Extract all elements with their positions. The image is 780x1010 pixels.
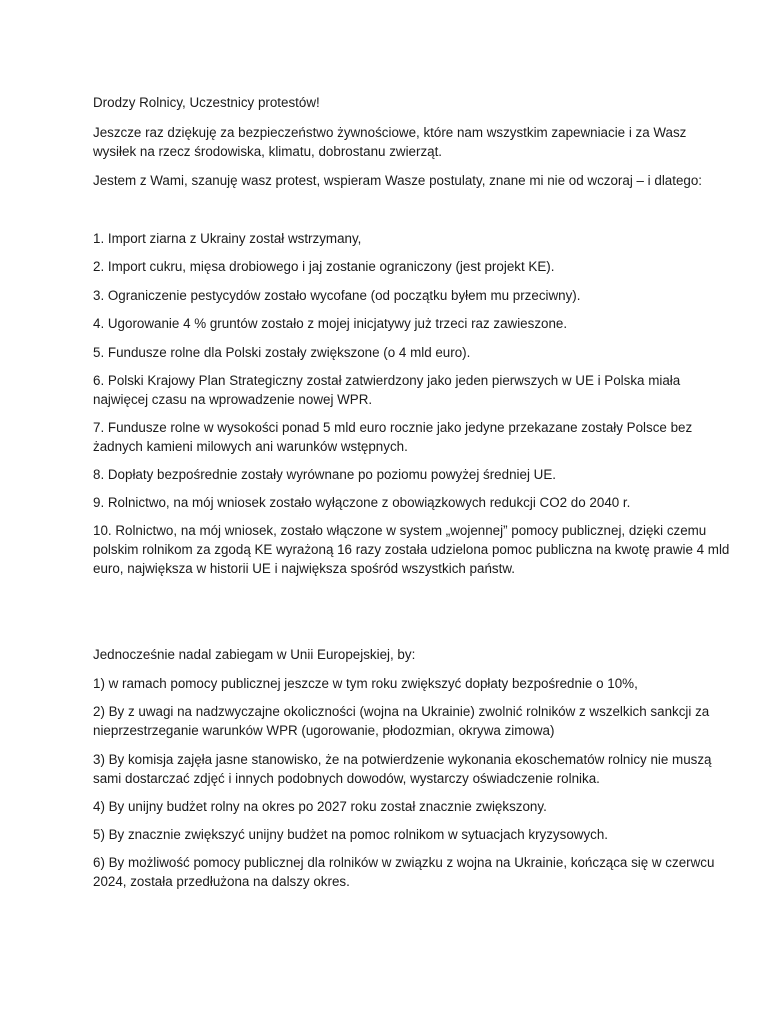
achievement-item-4: 4. Ugorowanie 4 % gruntów zostało z mojej inicjatywy już trzeci raz zawieszone. — [93, 316, 568, 331]
effort-item-2: 2) By z uwagi na nadzwyczajne okoliczności (wojna na Ukrainie) zwolnić rolników z wszelkich sankcji za nieprzestrzeganie warunków WPR (ugorowanie, płodozmian, okrywa zimowa) — [93, 704, 710, 738]
support-paragraph: Jestem z Wami, szanuję wasz protest, wspieram Wasze postulaty, znane mi nie od wczoraj – i dlatego: — [93, 173, 703, 188]
thanks-paragraph: Jeszcze raz dziękuję za bezpieczeństwo żywnościowe, które nam wszystkim zapewniacie i za Wasz wysiłek na rzecz środowiska, klimatu, dobrostanu zwierząt. — [93, 125, 687, 159]
effort-item-6: 6) By możliwość pomocy publicznej dla rolników w związku z wojna na Ukrainie, kończąca się w czerwcu 2024, została przedłużona na dalszy okres. — [93, 855, 715, 889]
achievement-item-3: 3. Ograniczenie pestycydów zostało wycofane (od początku byłem mu przeciwny). — [93, 288, 581, 303]
effort-item-4: 4) By unijny budżet rolny na okres po 2027 roku został znacznie zwiększony. — [93, 799, 547, 814]
achievement-item-5: 5. Fundusze rolne dla Polski zostały zwiększone (o 4 mld euro). — [93, 345, 471, 360]
effort-item-5: 5) By znacznie zwiększyć unijny budżet na pomoc rolnikom w sytuacjach kryzysowych. — [93, 827, 608, 842]
achievement-item-8: 8. Dopłaty bezpośrednie zostały wyrównane po poziomu powyżej średniej UE. — [93, 467, 556, 482]
achievement-item-7: 7. Fundusze rolne w wysokości ponad 5 mld euro rocznie jako jedyne przekazane zostały Polsce bez żadnych kamieni milowych ani warunków wstępnych. — [93, 420, 693, 454]
effort-item-1: 1) w ramach pomocy publicznej jeszcze w tym roku zwiększyć dopłaty bezpośrednie o 10%, — [93, 676, 638, 691]
salutation: Drodzy Rolnicy, Uczestnicy protestów! — [93, 95, 320, 110]
achievement-item-6: 6. Polski Krajowy Plan Strategiczny został zatwierdzony jako jeden pierwszych w UE i Polska miała najwięcej czasu na wprowadzenie nowej WPR. — [93, 373, 681, 407]
achievement-item-9: 9. Rolnictwo, na mój wniosek zostało wyłączone z obowiązkowych redukcji CO2 do 2040 r. — [93, 495, 631, 510]
achievement-item-1: 1. Import ziarna z Ukrainy został wstrzymany, — [93, 231, 362, 246]
efforts-intro: Jednocześnie nadal zabiegam w Unii Europejskiej, by: — [93, 647, 416, 662]
achievement-item-10: 10. Rolnictwo, na mój wniosek, zostało włączone w system „wojennej” pomocy publicznej, dzięki czemu polskim rolnikom za zgodą KE wyrażoną 16 razy została udzielona pomoc publiczna na kwotę prawie 4 mld euro, największa w historii UE i największa spośród wszystkich państw. — [93, 523, 730, 576]
achievement-item-2: 2. Import cukru, mięsa drobiowego i jaj zostanie ograniczony (jest projekt KE). — [93, 259, 555, 274]
effort-item-3: 3) By komisja zajęła jasne stanowisko, że na potwierdzenie wykonania ekoschematów rolnicy nie muszą sami dostarczać zdjęć i innych podobnych dowodów, wystarczy oświadczenie rolnika. — [93, 752, 712, 786]
